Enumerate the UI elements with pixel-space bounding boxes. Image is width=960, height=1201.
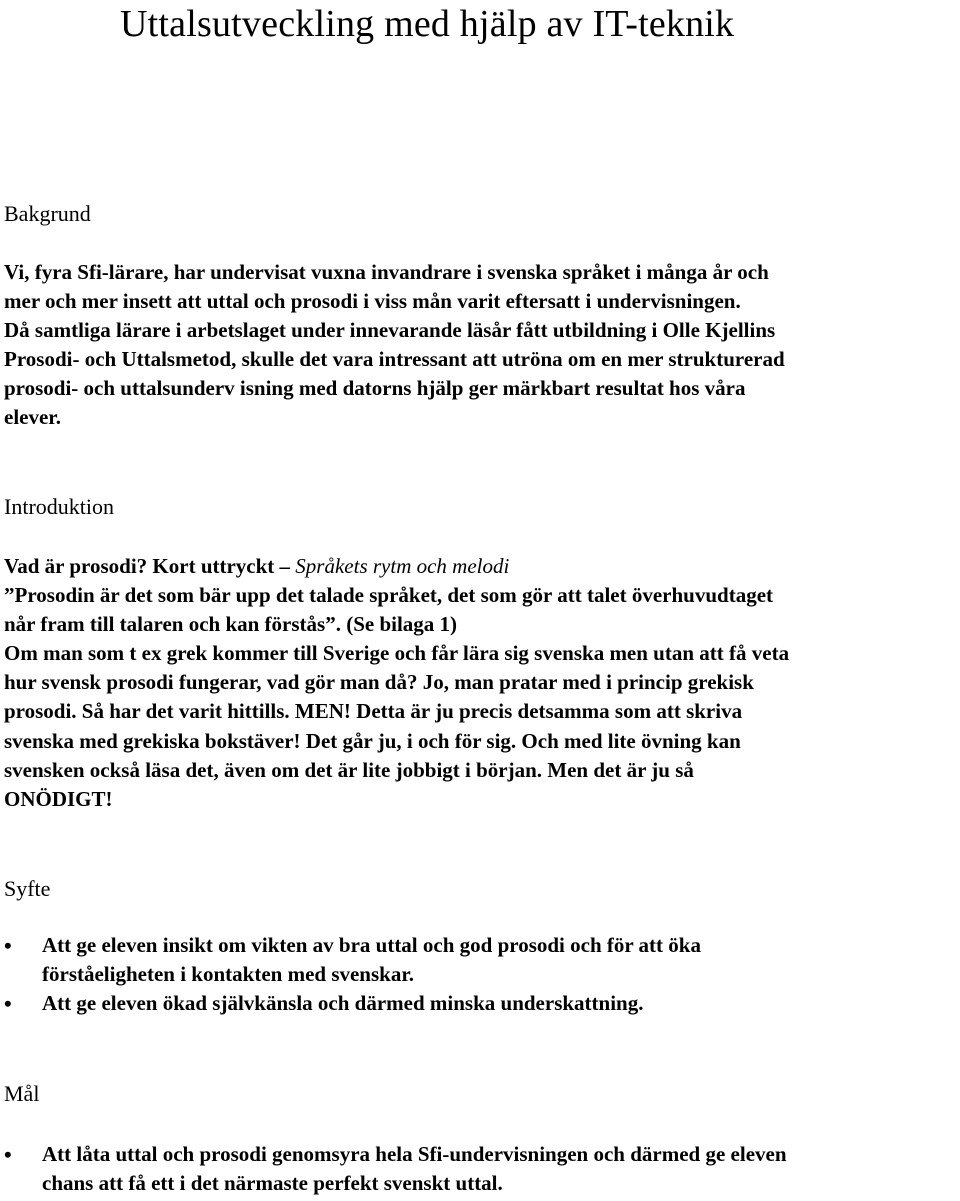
bakgrund-paragraph xyxy=(4,258,956,433)
list-item xyxy=(0,989,960,1018)
bullet-icon: • xyxy=(4,1142,12,1167)
section-heading-bakgrund: Bakgrund xyxy=(4,201,91,226)
text-line: svenska med grekiska bokstäver! Det går ju, i och för sig. Och med lite övning kan xyxy=(4,728,741,753)
list-item xyxy=(0,1140,960,1198)
text-line: elever. xyxy=(4,405,61,430)
list-item-text: Att låta uttal och prosodi genomsyra hela Sfi-undervisningen och därmed ge eleven xyxy=(42,1142,787,1166)
text-line: når fram till talaren och kan förstås”. (Se bilaga 1) xyxy=(4,612,458,637)
list-item-text: Att ge eleven insikt om vikten av bra uttal och god prosodi och för att öka xyxy=(42,933,701,957)
bullet-icon: • xyxy=(4,991,12,1016)
section-heading-syfte: Syfte xyxy=(4,876,51,901)
section-heading-mal: Mål xyxy=(4,1081,40,1106)
text-line: prosodi. Så har det varit hittills. MEN! Detta är ju precis detsamma som att skriva xyxy=(4,699,743,724)
intro-question: Vad är prosodi? Kort uttryckt – xyxy=(4,554,296,578)
bullet-icon: • xyxy=(4,933,12,958)
section-heading-introduktion: Introduktion xyxy=(4,494,114,519)
list-item-text: chans att få ett i det närmaste perfekt svenskt uttal. xyxy=(42,1171,503,1195)
intro-definition: Språkets rytm och melodi xyxy=(295,554,510,578)
text-line: mer och mer insett att uttal och prosodi i viss mån varit eftersatt i undervisningen. xyxy=(4,289,741,314)
list-item-text: förståeligheten i kontakten med svenskar. xyxy=(42,962,414,986)
text-line: Om man som t ex grek kommer till Sverige och får lära sig svenska men utan att få veta xyxy=(4,641,790,666)
document-title: Uttalsutveckling med hjälp av IT-teknik xyxy=(120,3,735,45)
mal-list xyxy=(0,1140,960,1198)
text-line: Vi, fyra Sfi-lärare, har undervisat vuxna invandrare i svenska språket i många år och xyxy=(4,260,769,284)
text-line: prosodi- och uttalsunderv isning med datorns hjälp ger märkbart resultat hos våra xyxy=(4,376,746,401)
introduktion-paragraph xyxy=(4,552,956,814)
text-line: ONÖDIGT! xyxy=(4,786,113,811)
text-line: ”Prosodin är det som bär upp det talade språket, det som gör att talet överhuvudtaget xyxy=(4,583,774,608)
list-item-text: Att ge eleven ökad självkänsla och därmed minska underskattning. xyxy=(42,991,644,1015)
text-line: svensken också läsa det, även om det är lite jobbigt i början. Men det är ju så xyxy=(4,757,694,782)
text-line: hur svensk prosodi fungerar, vad gör man då? Jo, man pratar med i princip grekisk xyxy=(4,670,754,695)
text-line: Prosodi- och Uttalsmetod, skulle det vara intressant att utröna om en mer strukturerad xyxy=(4,347,785,372)
list-item xyxy=(0,931,960,989)
text-line: Då samtliga lärare i arbetslaget under innevarande läsår fått utbildning i Olle Kjellins xyxy=(4,318,776,343)
text-line xyxy=(4,552,956,581)
syfte-list xyxy=(0,931,960,1018)
